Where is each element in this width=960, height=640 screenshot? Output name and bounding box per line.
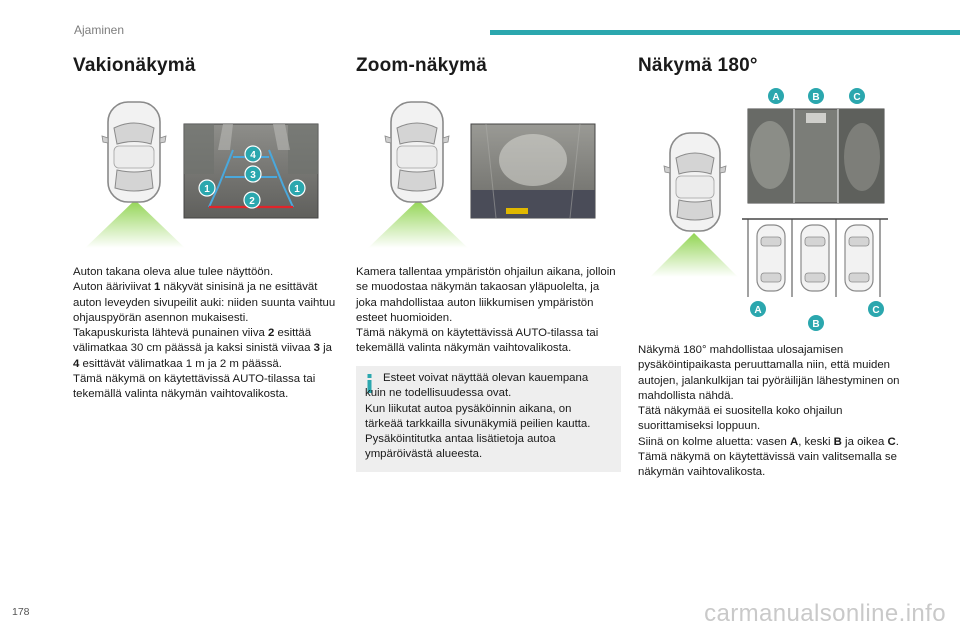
- svg-text:1: 1: [204, 184, 210, 195]
- info-note: [356, 366, 621, 472]
- zone-badge-c-bottom: [868, 301, 884, 317]
- marker-1-left: [199, 180, 215, 196]
- zoom-view-figure: [356, 90, 621, 250]
- zone-badge-c-top: [849, 88, 865, 104]
- svg-text:B: B: [812, 92, 820, 103]
- camera-beam: [368, 200, 468, 248]
- marker-3: [245, 166, 261, 182]
- car-top-view-icon: [385, 102, 449, 202]
- header-accent-bar: [490, 30, 960, 35]
- svg-text:C: C: [853, 92, 861, 103]
- svg-text:B: B: [812, 319, 820, 330]
- page-number: 178: [12, 606, 30, 618]
- camera-zoom-image: [471, 124, 595, 218]
- standard-view-figure: [73, 90, 341, 250]
- zone-badge-b-top: [808, 88, 824, 104]
- svg-text:2: 2: [249, 196, 255, 207]
- zone-badge-a-top: [768, 88, 784, 104]
- camera-beam: [650, 233, 738, 277]
- heading-180-view: Näkymä 180°: [638, 55, 758, 76]
- svg-text:1: 1: [294, 184, 300, 195]
- info-note-text: Esteet voivat näyttää olevan kauempana kuin ne todellisuudessa ovat. Kun liikutat autoa pysäköinnin aikana, on tärkeää tarkkailla sivunäkymiä peilien kautta. Pysäköintitutka antaa lisätietoja autoa ympäröivästä alueesta.: [365, 372, 591, 461]
- zoom-view-text: Kamera tallentaa ympäristön ohjailun aikana, jolloin se muodostaa näkymän takaosan yläpuolelta, ja joka mahdollistaa auton liikkumisen ympäristön esteet huomioiden. Tämä näkymä on käytettävissä AUTO-tilassa tai tekemällä valinta näkymän vaihtovalikosta.: [356, 266, 616, 355]
- marker-2: [244, 192, 260, 208]
- svg-text:A: A: [754, 305, 762, 316]
- marker-1-right: [289, 180, 305, 196]
- svg-text:C: C: [872, 305, 880, 316]
- camera-beam: [85, 200, 185, 248]
- zone-badge-b-bottom: [808, 315, 824, 331]
- svg-text:4: 4: [250, 150, 256, 161]
- standard-view-text: Auton takana oleva alue tulee näyttöön. Auton ääriviivat 1 näkyvät sinisinä ja ne esittävät auton leveyden sivupeilit auki: niiden suunta vaihtuu ohjauspyörän asennon mukaisesti. Takapuskurista lähtevä punainen viiva 2 esittää välimatkaa 30 cm päässä ja kaksi sinistä viivaa 3 ja 4 esittävät välimatkaa 1 m ja 2 m päässä. Tämä näkymä on käytettävissä AUTO-tilassa tai tekemällä valinta näkymän vaihtovalikosta.: [73, 266, 336, 401]
- camera-180-image: [748, 109, 884, 203]
- heading-standard-view: Vakionäkymä: [73, 55, 196, 76]
- marker-4: [245, 146, 261, 162]
- header-section: Ajaminen: [74, 23, 125, 37]
- svg-text:A: A: [772, 92, 780, 103]
- svg-text:3: 3: [250, 170, 256, 181]
- parking-bays-diagram: [742, 219, 888, 297]
- car-top-view-icon: [102, 102, 166, 202]
- car-top-view-icon: [664, 133, 726, 231]
- view-180-text: Näkymä 180° mahdollistaa ulosajamisen pysäköintipaikasta peruuttamalla niin, että muiden autojen, jalankulkijan tai pyöräilijän lähestyminen on mahdollista nähdä. Tätä näkymää ei suositella koko ohjailun suorittamiseksi loppuun. Siinä on kolme aluetta: vasen A, keski B ja oikea C. Tämä näkymä on käytettävissä vain valitsemalla se näkymän vaihtovalikosta.: [638, 344, 900, 479]
- watermark: carmanualsonline.info: [704, 600, 946, 627]
- zone-badge-a-bottom: [750, 301, 766, 317]
- view-180-figure: [638, 85, 900, 335]
- heading-zoom-view: Zoom-näkymä: [356, 55, 488, 76]
